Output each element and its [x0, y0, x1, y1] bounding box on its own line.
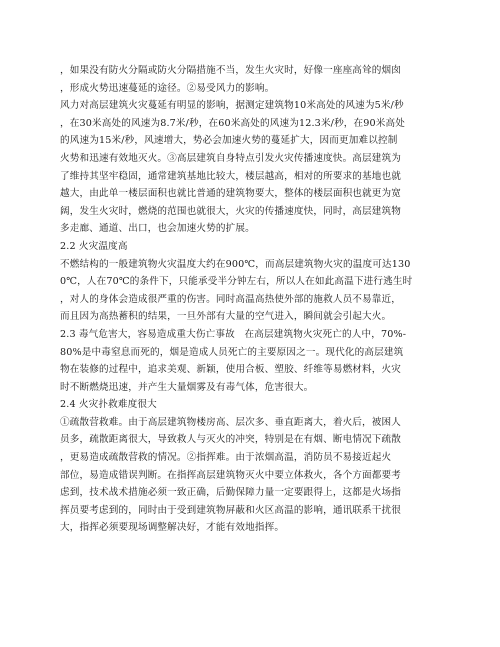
- text-line-8: 越大，由此单一楼层面积也就比普通的建筑物要大，整体的楼层面积也就更为宽: [60, 188, 402, 200]
- text-line-13: 0℃，人在70℃的条件下，只能承受半分钟左右，所以人在如此高温下进行逃生时: [60, 276, 413, 288]
- text-line-2: ，形成火势迅速蔓延的途径。②易受风力的影响。: [60, 82, 275, 94]
- document-body: [60, 62, 436, 537]
- text-line-5: 的风速为15米/秒，风速增大，势必会加速火势的蔓延扩大，因而更加难以控制: [60, 135, 398, 147]
- text-line-3: 风力对高层建筑火灾蔓延有明显的影响，据测定建筑物10米高处的风速为5米/秒: [60, 100, 404, 112]
- text-line-14: ，对人的身体会造成很严重的伤害。同时高温高热使外部的施救人员不易靠近，: [60, 293, 402, 305]
- text-line-7: 了维持其坚牢稳固，通常建筑基地比较大，楼层越高，相对的所要求的基地也就: [60, 170, 402, 182]
- text-line-4: ，在30米高处的风速为8.7米/秒，在60米高处的风速为12.3米/秒，在90米高处: [60, 117, 406, 129]
- section-heading-2-4: 2.4 火灾扑救难度很大: [60, 399, 157, 411]
- text-line-26: 挥员要考虑到的，同时由于受到建筑物屏蔽和火区高温的影响，通讯联系干扰很: [60, 504, 402, 516]
- text-line-17: 80%是中毒窒息而死的，烟是造成人员死亡的主要原因之一。现代化的高层建筑: [60, 346, 404, 358]
- text-line-12: 不燃结构的一般建筑物火灾温度大约在900℃，而高层建筑物火灾的温度可达130: [60, 258, 411, 270]
- text-line-18: 物在装修的过程中，追求美观、新颖，使用合板、塑胶、纤维等易燃材料，火灾: [60, 364, 402, 376]
- text-line-6: 火势和迅速有效地灭火。③高层建筑自身特点引发火灾传播速度快。高层建筑为: [60, 152, 402, 164]
- section-heading-2-3: 2.3 毒气危害大，容易造成重大伤亡事故 在高层建筑物火灾死亡的人中，70%-: [60, 328, 407, 340]
- text-line-19: 时不断燃烧迅速，并产生大量烟雾及有毒气体，危害很大。: [60, 381, 314, 393]
- text-line-24: 部位，易造成错误判断。在指挥高层建筑物灭火中要立体救火，各个方面都要考: [60, 469, 402, 481]
- text-line-10: 多走廊、通道、出口，也会加速火势的扩展。: [60, 223, 255, 235]
- text-line-21: ①疏散营救难。由于高层建筑物楼房高、层次多、垂直距离大，着火后，被困人: [60, 416, 402, 428]
- text-line-15: 而且因为高热蓄积的结果，一旦外部有大量的空气进入，瞬间就会引起大火。: [60, 311, 392, 323]
- section-heading-2-2: 2.2 火灾温度高: [60, 240, 128, 252]
- text-line-23: ，更易造成疏散营救的情况。②指挥难。由于浓烟高温，消防员不易接近起火: [60, 452, 392, 464]
- text-line-9: 阔，发生火灾时，燃烧的范围也就很大，火灾的传播速度快，同时，高层建筑物: [60, 205, 402, 217]
- text-line-22: 员多，疏散距离很大，导致救人与灭火的冲突，特别是在有烟、断电情况下疏散: [60, 434, 402, 446]
- text-line-27: 大，指挥必须要现场调整解决好，才能有效地指挥。: [60, 522, 285, 534]
- text-line-25: 虑到，技术战术措施必须一致正确，后勤保障力量一定要跟得上，这都是火场指: [60, 487, 402, 499]
- text-line-1: ，如果没有防火分隔或防火分隔措施不当，发生火灾时，好像一座座高耸的烟囱: [60, 65, 402, 76]
